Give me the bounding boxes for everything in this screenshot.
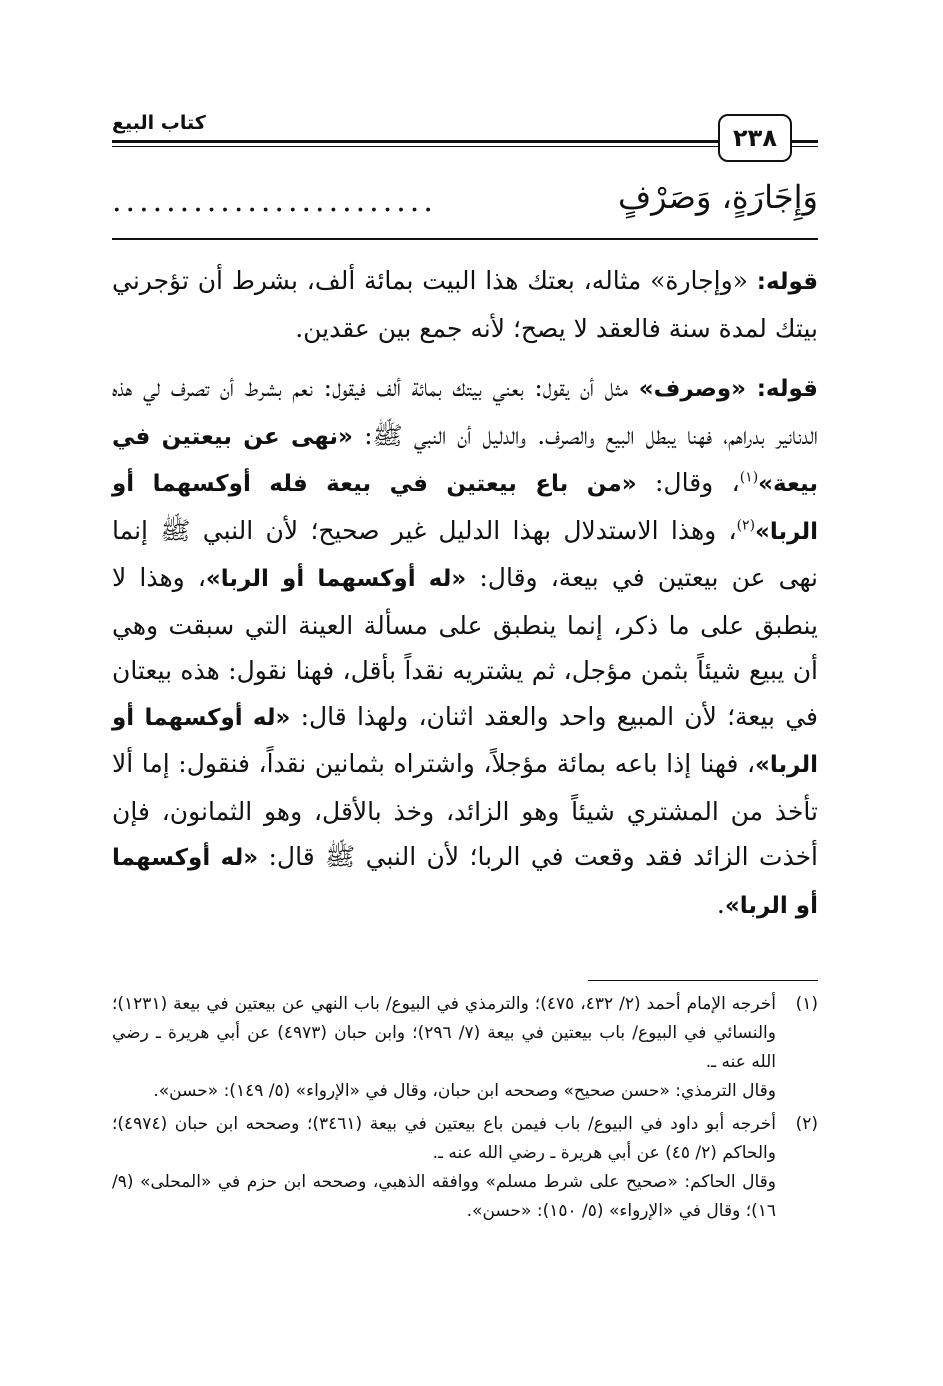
hadith-quote: «له أوكسهما أو الربا» <box>112 704 818 778</box>
running-header <box>112 110 818 162</box>
header-rule-tail <box>790 140 818 143</box>
footnote-2 <box>112 1110 818 1226</box>
commentary <box>112 258 818 943</box>
qawluhu-label: قوله: <box>756 376 818 402</box>
footnote-divider <box>588 980 818 981</box>
hadith-quote: «من باع بيعتين في بيعة فله أوكسهما أو الربا» <box>112 471 818 545</box>
matn-divider <box>112 238 818 240</box>
matn-dots: ........................ <box>112 184 437 219</box>
footnote-line: أخرجه الإمام أحمد (٢/ ٤٣٢، ٤٧٥)؛ والترمذي في البيوع/ باب النهي عن بيعتين في بيعة (١٢٣١)؛ والنسائي في البيوع/ باب بيعتين في بيعة (٧/ ٢٩٦)؛ وابن حبان (٤٩٧٣) عن أبي هريرة ـ رضي الله عنه ـ. <box>112 994 777 1072</box>
quoted-term: «وإجارة» <box>650 266 748 295</box>
footnote-ref-2[interactable]: (٢) <box>736 517 756 534</box>
paragraph-text: ، فهنا إذا باعه بمائة مؤجلاً، واشتراه بثمانين نقداً، فنقول: إما ألا تأخذ من المشتري شيئاً وهو الزائد، وخذ بالأقل، وهو الثمانون، فإن أخذت الزائد فقد وقعت في الربا؛ لأن النبي ﷺ قال: <box>112 749 819 871</box>
paragraph-text: مثل أن يقول: بعني بيتك بمائة ألف فيقول: نعم بشرط أن تصرف لي هذه الدنانير بدراهم، فهنا يبطل البيع والصرف. والدليل أن النبي ﷺ: <box>112 373 818 450</box>
footnote-line: وقال الحاكم: «صحيح على شرط مسلم» ووافقه الذهبي، وصححه ابن حزم في «المحلى» (٩/ ١٦)؛ وقال في «الإرواء» (٥/ ١٥٠): «حسن». <box>112 1172 776 1221</box>
hadith-quote: «نهى عن بيعتين في بيعة» <box>112 423 818 497</box>
paragraph-text: . <box>716 889 725 919</box>
footnote-number: (٢) <box>795 1114 818 1134</box>
paragraph-text: مثاله، بعتك هذا البيت بمائة ألف، بشرط أن تؤجرني بيتك لمدة سنة فالعقد لا يصح؛ لأنه جمع بين عقدين. <box>112 266 818 343</box>
footnote-line: أخرجه أبو داود في البيوع/ باب فيمن باع بيعتين في بيعة (٣٤٦١)؛ وصححه ابن حبان (٤٩٧٤)؛ والحاكم (٢/ ٤٥) عن أبي هريرة ـ رضي الله عنه ـ. <box>112 1114 776 1163</box>
hadith-quote: «له أوكسهما أو الربا» <box>205 566 467 592</box>
paragraph-text: ، وهذا لا ينطبق على ما ذكر، إنما ينطبق على مسألة العينة التي سبقت وهي أن يبيع شيئاً بثمن مؤجل، ثم يشتريه نقداً بأقل، فهنا نقول: هذه بيعتان في بيعة؛ لأن المبيع واحد والعقد اثنان، ولهذا قال: <box>112 563 818 731</box>
quoted-term: «وصرف» <box>638 376 747 402</box>
footnote-1 <box>112 990 818 1106</box>
footnote-ref-1[interactable]: (١) <box>739 469 759 486</box>
hadith-quote: «له أوكسهما أو الربا» <box>112 845 818 919</box>
footnote-number: (١) <box>795 994 818 1014</box>
book-title: كتاب البيع <box>112 112 206 134</box>
paragraph-sarf <box>112 365 818 929</box>
paragraph-ijara <box>112 258 818 351</box>
header-rule <box>112 140 718 143</box>
header-rule-tail-thin <box>790 146 818 147</box>
footnote-line: وقال الترمذي: «حسن صحيح» وصححه ابن حبان، وقال في «الإرواء» (٥/ ١٤٩): «حسن». <box>153 1081 776 1101</box>
qawluhu-label: قوله: <box>756 269 819 295</box>
paragraph-text: ، وقال: <box>636 468 740 497</box>
paragraph-text: ، وهذا الاستدلال بهذا الدليل غير صحيح؛ لأن النبي ﷺ إنما نهى عن بيعتين في بيعة، وقال: <box>112 515 818 592</box>
footnotes <box>112 990 818 1230</box>
header-rule-thin <box>112 146 718 147</box>
page-number: ٢٣٨ <box>718 114 792 162</box>
footnote-body <box>112 990 776 1106</box>
footnote-body <box>112 1110 776 1226</box>
matn-text: وَإِجَارَةٍ، وَصَرْفٍ <box>617 178 818 216</box>
